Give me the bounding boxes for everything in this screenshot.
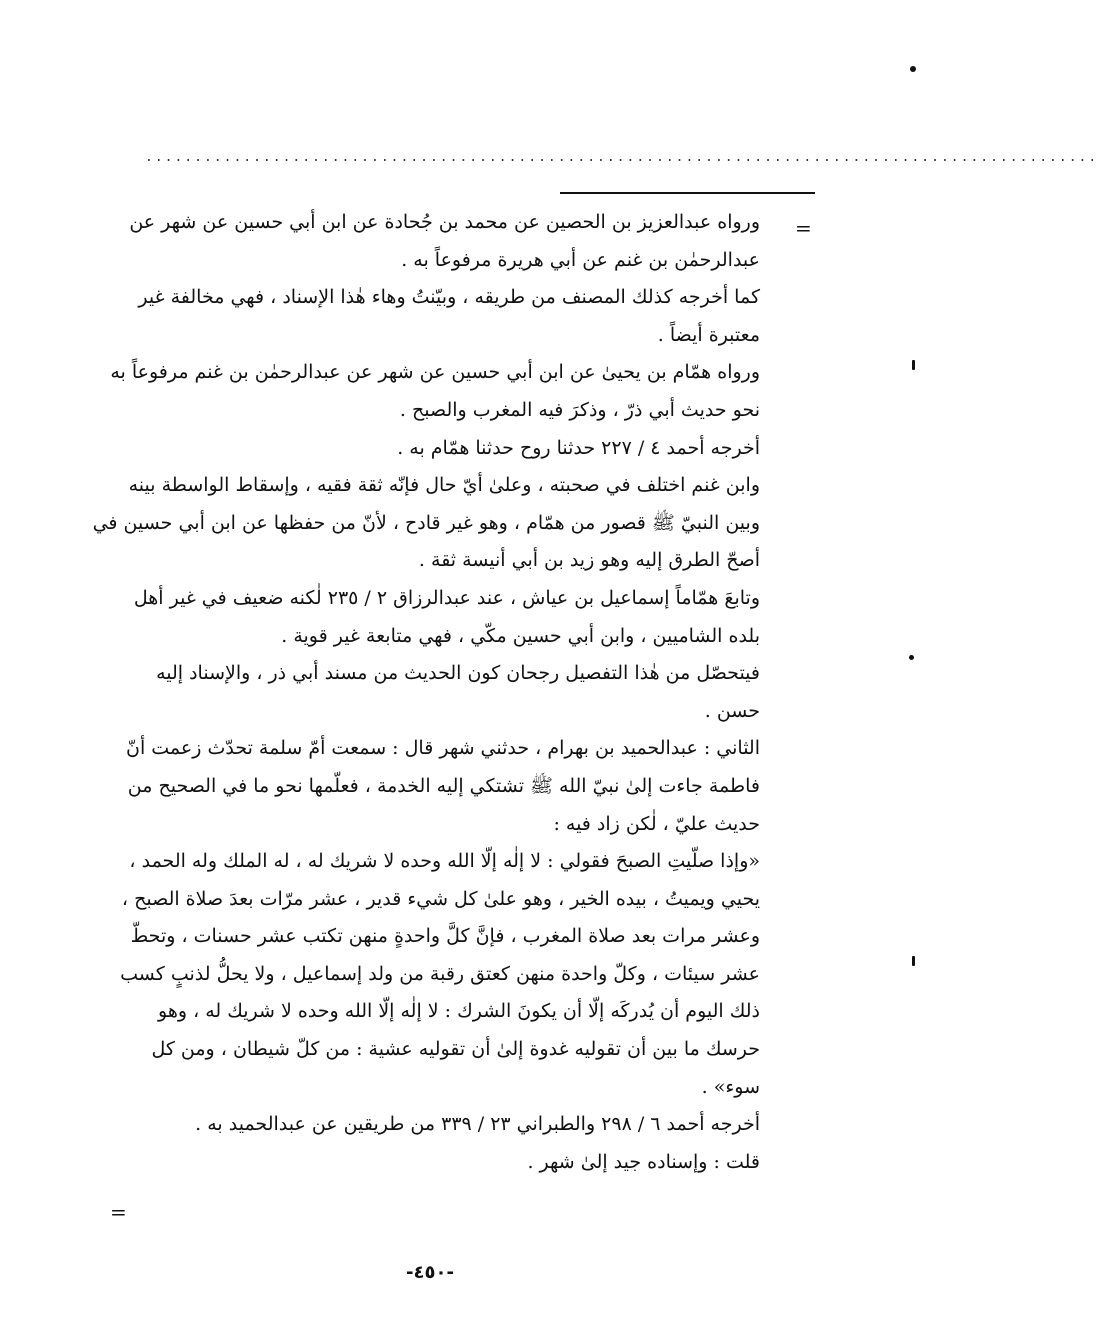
text-line: ورواه همّام بن يحيىٰ عن ابن أبي حسين عن شهر عن عبدالرحمٰن بن غنم مرفوعاً به [110, 361, 760, 384]
continuation-mark-bottom: = [110, 1200, 127, 1224]
continuation-mark-top: = [795, 216, 812, 240]
text-line: وعشر مرات بعد صلاة المغرب ، فإنَّ كلَّ واحدةٍ منهن تكتب عشر حسنات ، وتحطّ [130, 925, 760, 948]
margin-mark [912, 956, 915, 966]
text-line: أخرجه أحمد ٤ / ٢٢٧ حدثنا روح حدثنا همّام به . [397, 436, 760, 459]
text-line: أصحّ الطرق إليه وهو زيد بن أبي أنيسة ثقة . [418, 549, 760, 572]
text-line: عبدالرحمٰن بن غنم عن أبي هريرة مرفوعاً به . [401, 248, 760, 271]
margin-mark [909, 655, 914, 660]
text-line: الثاني : عبدالحميد بن بهرام ، حدثني شهر قال : سمعت أمّ سلمة تحدّث زعمت أنّ [126, 737, 760, 760]
text-line: فاطمة جاءت إلىٰ نبيّ الله ﷺ تشتكي إليه الخدمة ، فعلّمها نحو ما في الصحيح من [127, 774, 760, 797]
text-line: معتبرة أيضاً . [657, 323, 760, 346]
text-line: بلده الشاميين ، وابن أبي حسين مكّي ، فهي متابعة غير قوية . [281, 624, 760, 647]
page-number: -٤٥٠- [406, 1262, 454, 1283]
text-line: وابن غنم اختلف في صحبته ، وعلىٰ أيّ حال فإنّه ثقة فقيه ، وإسقاط الواسطة بينه [128, 474, 760, 497]
dotted-separator: ................................................................................................. [145, 150, 1098, 165]
text-line: حسن . [704, 699, 760, 722]
text-line: «وإذا صلّيتِ الصبحَ فقولي : لا إلٰه إلّا الله وحده لا شريك له ، له الملك وله الحمد ، [129, 850, 760, 873]
text-line: نحو حديث أبي ذرّ ، وذكرَ فيه المغرب والصبح . [399, 398, 760, 421]
text-line: ذلك اليوم أن يُدركَه إلّا أن يكونَ الشرك : لا إلٰه إلّا الله وحده لا شريك له ، وهو [158, 1000, 760, 1023]
text-line: قلت : وإسناده جيد إلىٰ شهر . [527, 1150, 760, 1173]
margin-mark [910, 66, 916, 72]
text-line: كما أخرجه كذلك المصنف من طريقه ، وبيّنتُ وهاء هٰذا الإسناد ، فهي مخالفة غير [138, 286, 760, 309]
text-line: حديث عليّ ، لٰكن زاد فيه : [553, 812, 760, 835]
text-line: سوء» . [701, 1075, 760, 1098]
text-line: فيتحصّل من هٰذا التفصيل رجحان كون الحديث من مسند أبي ذر ، والإسناد إليه [156, 662, 760, 685]
text-line: ورواه عبدالعزيز بن الحصين عن محمد بن جُحادة عن ابن أبي حسين عن شهر عن [129, 211, 760, 233]
footnote-rule [560, 192, 815, 194]
text-line: عشر سيئات ، وكلّ واحدة منهن كعتق رقبة من ولد إسماعيل ، ولا يحلُّ لذنبٍ كسب [120, 962, 760, 985]
text-line: أخرجه أحمد ٦ / ٢٩٨ والطبراني ٢٣ / ٣٣٩ من طريقين عن عبدالحميد به . [195, 1113, 760, 1136]
text-line: وبين النبيّ ﷺ قصور من همّام ، وهو غير قادح ، لأنّ من حفظها عن ابن أبي حسين في [92, 511, 760, 534]
text-line: حرسك ما بين أن تقوليه غدوة إلىٰ أن تقوليه عشية : من كلّ شيطان ، ومن كل [151, 1038, 760, 1061]
margin-mark [912, 360, 915, 370]
text-line: يحيي ويميتُ ، بيده الخير ، وهو علىٰ كل شيء قدير ، عشر مرّات بعدَ صلاة الصبح ، [121, 887, 760, 910]
text-line: وتابعَ همّاماً إسماعيل بن عياش ، عند عبدالرزاق ٢ / ٢٣٥ لٰكنه ضعيف في غير أهل [133, 586, 760, 609]
footnote-text [92, 204, 760, 1181]
